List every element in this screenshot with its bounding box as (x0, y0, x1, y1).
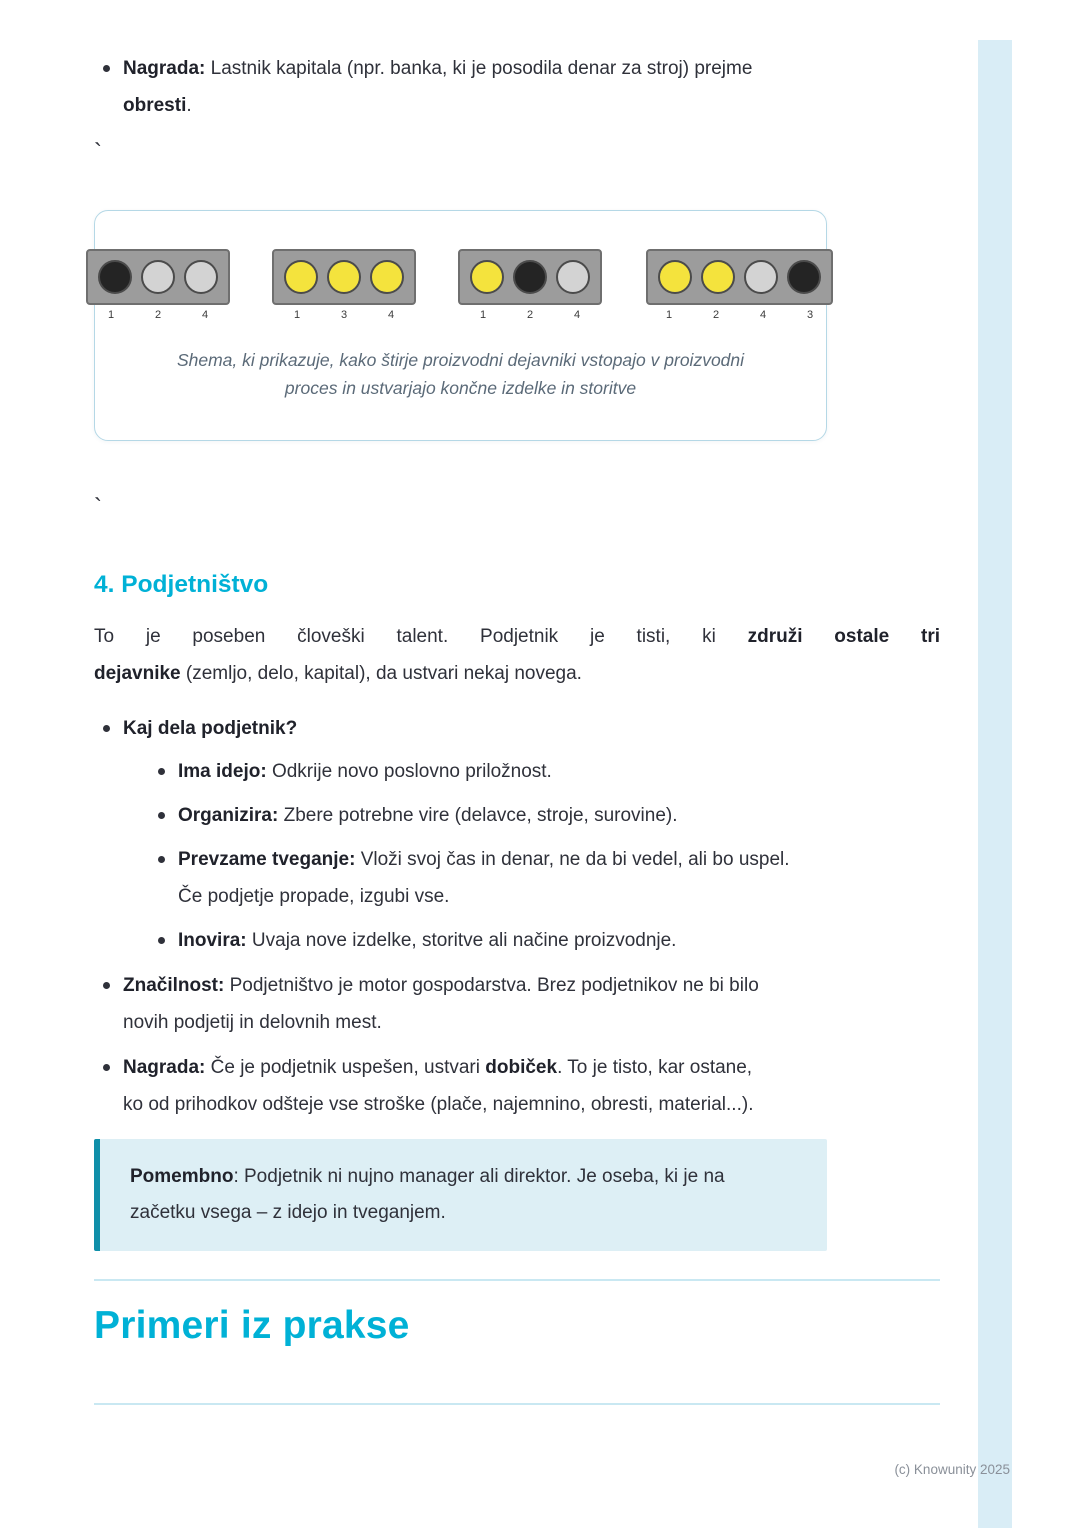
stray-backtick: ` (94, 139, 102, 166)
body-text: To je poseben človeški talent. Podjetnik je tisti, ki (94, 626, 716, 647)
factor-image-panel (86, 249, 230, 305)
bold-text: Ima idejo: (178, 761, 267, 782)
factor-numbers (638, 307, 841, 324)
gray-light-icon (184, 260, 218, 294)
entrepreneur-list (94, 710, 940, 1123)
factor-numbers (266, 307, 422, 324)
bold-text: združi ostale tri (747, 626, 940, 647)
bold-text: Nagrada: (123, 1057, 206, 1078)
factor-number: 1 (293, 309, 301, 321)
bold-text: dejavnike (94, 663, 181, 684)
factor-number: 3 (806, 309, 814, 321)
factor-image-panel (458, 249, 602, 305)
list-item (123, 841, 818, 915)
bold-text: dobiček (485, 1057, 558, 1078)
body-text: . (186, 95, 192, 116)
body-text: : Podjetnik ni nujno manager ali direktor. Je oseba, ki je na začetku vsega – z idejo in tveganjem. (130, 1166, 725, 1223)
yellow-light-icon (284, 260, 318, 294)
factor-number: 3 (340, 309, 348, 321)
list-item (123, 922, 940, 959)
factor-images (107, 249, 814, 324)
body-text: Vloži svoj čas in denar, ne da bi vedel, ali bo uspel. Če podjetje propade, izgubi vse. (178, 849, 790, 907)
factor-number: 2 (154, 309, 162, 321)
body-text: Uvaja nove izdelke, storitve ali načine proizvodnje. (246, 930, 677, 951)
body-text: Podjetništvo je motor gospodarstva. Brez podjetnikov ne bi bilo novih podjetij in delovnih mest. (123, 975, 759, 1033)
important-callout (94, 1139, 827, 1251)
factor-image (80, 249, 236, 324)
yellow-light-icon (327, 260, 361, 294)
factor-image-panel (272, 249, 416, 305)
footer-credit: (c) Knowunity 2025 (894, 1462, 1010, 1477)
body-text: Zbere potrebne vire (delavce, stroje, surovine). (278, 805, 678, 826)
body-text: Lastnik kapitala (npr. banka, ki je posodila denar za stroj) prejme (205, 58, 753, 79)
yellow-light-icon (701, 260, 735, 294)
section-divider (94, 1403, 940, 1405)
gray-light-icon (744, 260, 778, 294)
list-item (94, 710, 940, 959)
bold-text: Značilnost: (123, 975, 225, 996)
factor-image (266, 249, 422, 324)
section-intro (94, 618, 940, 692)
intro-line-1 (94, 618, 940, 655)
bold-text: Prevzame tveganje: (178, 849, 356, 870)
figure-card (94, 210, 827, 441)
factor-number: 1 (107, 309, 115, 321)
section-divider (94, 1279, 940, 1281)
bold-text: obresti (123, 95, 187, 116)
factor-numbers (452, 307, 608, 324)
list-item (123, 753, 940, 790)
section-heading: 4. Podjetništvo (94, 571, 269, 598)
factor-number: 4 (387, 309, 395, 321)
list-item (94, 967, 774, 1041)
factor-number: 2 (526, 309, 534, 321)
factor-number: 4 (201, 309, 209, 321)
body-text: Odkrije novo poslovno priložnost. (266, 761, 552, 782)
factor-number: 1 (665, 309, 673, 321)
yellow-light-icon (370, 260, 404, 294)
reward-capital-list (94, 50, 940, 124)
examples-heading: Primeri iz prakse (94, 1304, 410, 1347)
intro-line-2 (94, 655, 940, 692)
bold-text: Organizira: (178, 805, 279, 826)
bold-text: Kaj dela podjetnik? (123, 718, 298, 739)
bold-text: Inovira: (178, 930, 247, 951)
factor-number: 2 (712, 309, 720, 321)
gray-light-icon (556, 260, 590, 294)
black-light-icon (787, 260, 821, 294)
gray-light-icon (141, 260, 175, 294)
body-text: Če je podjetnik uspešen, ustvari (205, 1057, 486, 1078)
factor-number: 1 (479, 309, 487, 321)
list-item (94, 50, 814, 124)
yellow-light-icon (658, 260, 692, 294)
list-item (94, 1049, 764, 1123)
factor-image (638, 249, 841, 324)
black-light-icon (513, 260, 547, 294)
list-item (123, 797, 940, 834)
factor-image (452, 249, 608, 324)
factor-numbers (80, 307, 236, 324)
body-text: . To je tisto, kar ostane, ko od prihodkov odšteje vse stroške (plače, najemnino, obresti, material...). (123, 1057, 754, 1115)
callout-text (130, 1159, 770, 1231)
bold-text: Pomembno (130, 1166, 234, 1187)
body-text: (zemljo, delo, kapital), da ustvari nekaj novega. (180, 663, 582, 684)
black-light-icon (98, 260, 132, 294)
figure-caption: Shema, ki prikazuje, kako štirje proizvodni dejavniki vstopajo v proizvodni proces in ustvarjajo končne izdelke in storitve (176, 350, 745, 398)
factor-image-panel (646, 249, 833, 305)
entrepreneur-sublist (123, 753, 940, 959)
bold-text: Nagrada: (123, 58, 206, 79)
stray-backtick: ` (94, 494, 102, 521)
yellow-light-icon (470, 260, 504, 294)
factor-number: 4 (759, 309, 767, 321)
factor-number: 4 (573, 309, 581, 321)
